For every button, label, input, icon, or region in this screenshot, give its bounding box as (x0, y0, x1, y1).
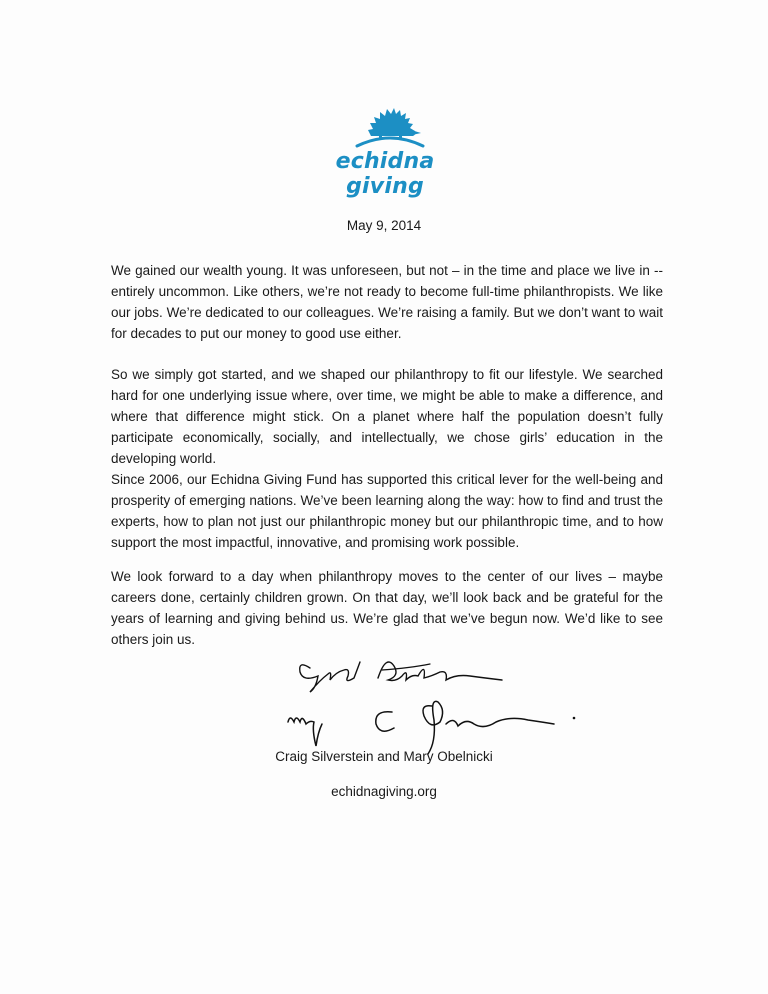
paragraph-1: We gained our wealth young. It was unforeseen, but not – in the time and place we live in -- entirely uncommon. Like others, we’re not ready to become full-time philanthropists. We like our jobs. We’re dedicated to our colleagues. We’re raising a family. But we don’t want to wait for decades to put our money to good use either. (111, 263, 663, 341)
brand-name: echidna giving (335, 149, 435, 199)
letterhead-logo (295, 100, 475, 199)
letter-date: May 9, 2014 (346, 218, 422, 233)
signatures (270, 650, 590, 760)
handwritten-signatures (270, 650, 590, 760)
paragraph-4: We look forward to a day when philanthropy moves to the center of our lives – maybe careers done, certainly children grown. On that day, we’ll look back and be grateful for the years of learning and giving behind us. We’re glad that we’ve begun now. We’d like to see others join us. (111, 569, 663, 647)
signatory-names: Craig Silverstein and Mary Obelnicki (275, 749, 493, 764)
paragraph-3: Since 2006, our Echidna Giving Fund has supported this critical lever for the well-being and prosperity of emerging nations. We’ve been learning along the way: how to find and trust the experts, how to plan not just our philanthropic money but our philanthropic time, and to how support the most impactful, innovative, and promising work possible. (111, 472, 663, 550)
echidna-icon (355, 100, 425, 148)
website-url: echidnagiving.org (331, 784, 437, 799)
paragraph-2: So we simply got started, and we shaped our philanthropy to fit our lifestyle. We searched hard for one underlying issue where, over time, we might be able to make a difference, and where that difference might stick. On a planet where half the population doesn’t fully participate economically, socially, and intellectually, we chose girls’ education in the developing world. (111, 367, 663, 466)
